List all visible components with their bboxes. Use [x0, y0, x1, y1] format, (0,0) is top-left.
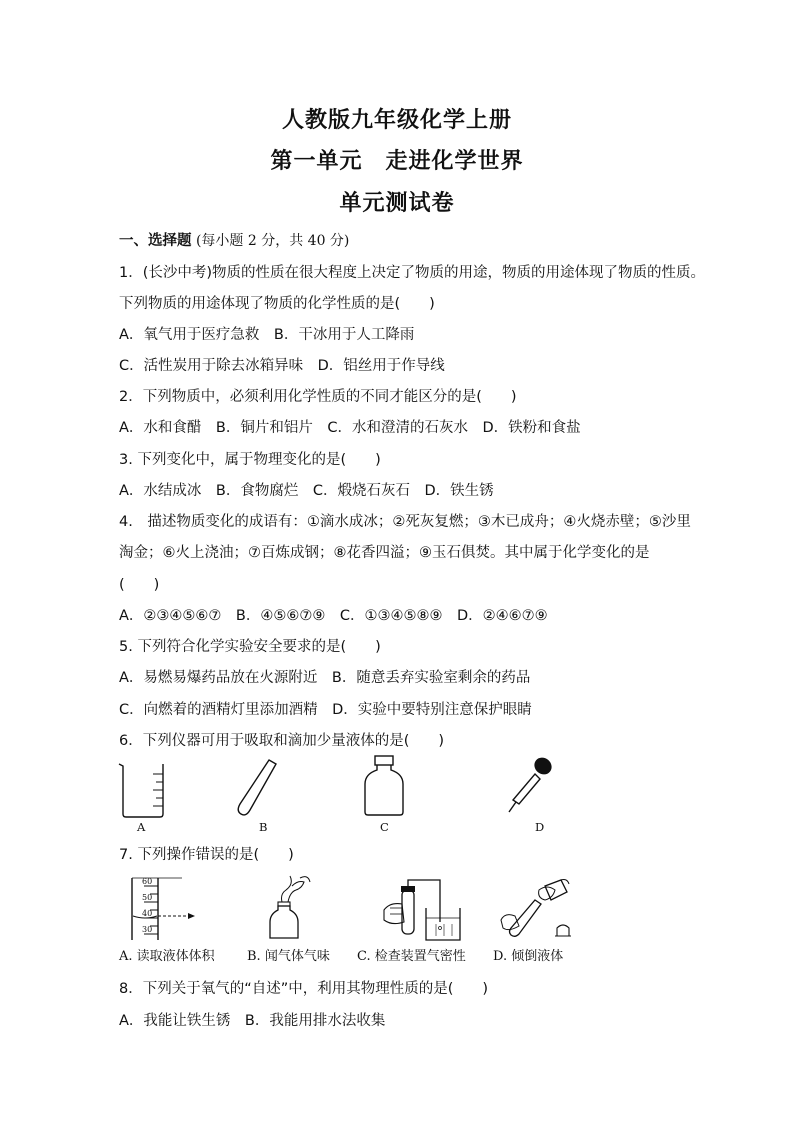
q7-stem: 7. 下列操作错误的是( ) — [119, 847, 294, 863]
q6-option-b-label: B — [259, 820, 268, 834]
q7-scale-60: 60 — [142, 877, 153, 886]
q7-option-a-label: A. 读取液体体积 — [119, 949, 215, 964]
doc-title: 人教版九年级化学上册 — [281, 107, 512, 133]
q7-option-c-label: C. 检查装置气密性 — [357, 949, 466, 964]
q8-options-ab: A．我能让铁生锈 B．我能用排水法收集 — [119, 1013, 386, 1029]
section-heading — [119, 229, 349, 250]
doc-subtitle-test: 单元测试卷 — [339, 190, 455, 216]
q1-line-2: 下列物质的用途体现了物质的化学性质的是( ) — [119, 296, 435, 312]
q5-stem: 5. 下列符合化学实验安全要求的是( ) — [119, 639, 381, 655]
section-heading-label: 一、选择题 — [119, 233, 192, 249]
q6-dropper-figure — [505, 754, 555, 814]
q8-stem: 8．下列关于氧气的“自述”中，利用其物理性质的是( ) — [119, 981, 489, 997]
q2-stem: 2．下列物质中，必须利用化学性质的不同才能区分的是( ) — [119, 389, 517, 405]
q6-test-tube-figure — [235, 758, 280, 818]
q4-line-3: ( ) — [119, 577, 160, 593]
q6-option-a-label: A — [137, 820, 146, 834]
q5-options-cd: C．向燃着的酒精灯里添加酒精 D．实验中要特别注意保护眼睛 — [119, 702, 532, 718]
q7-option-d-label: D. 倾倒液体 — [493, 949, 564, 964]
q7-scale-30: 30 — [142, 925, 153, 934]
q4-line-1: 4. 描述物质变化的成语有：①滴水成冰；②死灰复燃；③木已成舟；④火烧赤壁；⑤沙里 — [119, 514, 691, 530]
q7-scale-40: 40 — [142, 909, 153, 918]
q7-smell-gas-figure — [264, 872, 314, 942]
section-heading-note: (每小题 2 分，共 40 分) — [191, 233, 350, 249]
q5-options-ab: A．易燃易爆药品放在火源附近 B．随意丢弃实验室剩余的药品 — [119, 670, 531, 686]
q7-graduated-cylinder-figure — [120, 876, 200, 942]
q3-options: A．水结成冰 B．食物腐烂 C．煅烧石灰石 D．铁生锈 — [119, 483, 494, 499]
q7-scale-50: 50 — [142, 893, 153, 902]
doc-subtitle-unit: 第一单元 走进化学世界 — [270, 148, 524, 174]
q7-option-b-label: B. 闻气体气味 — [247, 949, 330, 964]
q4-options: A．②③④⑤⑥⑦ B．④⑤⑥⑦⑨ C．①③④⑤⑧⑨ D．②④⑥⑦⑨ — [119, 608, 548, 624]
q4-line-2: 淘金；⑥火上浇油；⑦百炼成钢；⑧花香四溢；⑨玉石俱焚。其中属于化学变化的是 — [119, 545, 650, 561]
q6-beaker-figure — [117, 760, 167, 820]
q3-stem: 3. 下列变化中，属于物理变化的是( ) — [119, 452, 381, 468]
q1-line-1: 1．(长沙中考)物质的性质在很大程度上决定了物质的用途，物质的用途体现了物质的性质。 — [119, 265, 706, 281]
q6-option-d-label: D — [535, 820, 545, 834]
q6-option-c-label: C — [380, 820, 389, 834]
q2-options: A．水和食醋 B．铜片和铝片 C．水和澄清的石灰水 D．铁粉和食盐 — [119, 420, 581, 436]
q6-reagent-bottle-figure — [361, 754, 407, 818]
q1-options-cd: C．活性炭用于除去冰箱异味 D．铝丝用于作导线 — [119, 358, 445, 374]
q1-options-ab: A．氧气用于医疗急救 B．干冰用于人工降雨 — [119, 327, 415, 343]
q7-airtightness-figure — [380, 878, 470, 942]
q7-pour-liquid-figure — [497, 876, 577, 942]
q6-stem: 6．下列仪器可用于吸取和滴加少量液体的是( ) — [119, 733, 445, 749]
